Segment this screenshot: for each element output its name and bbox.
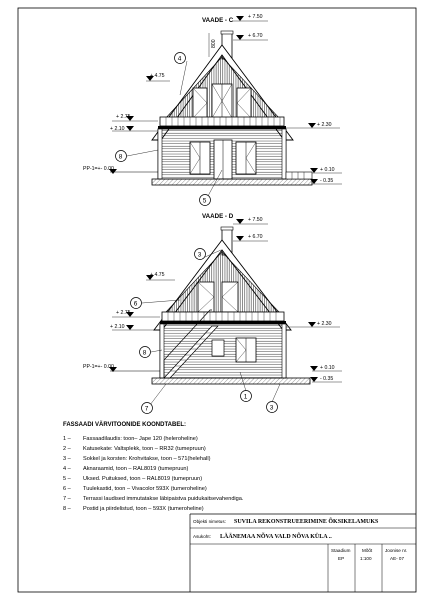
level-label: + 2.75 — [116, 310, 131, 316]
legend-text: Tuulekastid, toon – Vivacolor 593X (tumeroheline) — [83, 486, 207, 492]
plinth — [152, 179, 312, 185]
scale-value: 1:100 — [360, 556, 372, 561]
legend-num: 7 – — [63, 496, 71, 502]
level-label: + 7.50 — [248, 14, 263, 20]
legend-text: Fassaadilaudis: toon– Jape 120 (heleroheline) — [83, 436, 198, 442]
small-window — [212, 340, 224, 356]
level-label: - 0.35 — [320, 376, 334, 382]
color-legend — [63, 421, 244, 512]
level-label: PP-1=+- 0.00 — [83, 166, 114, 172]
legend-text: Sokkel ja korsten: Krohvitakse, toon – 571(helehall) — [83, 456, 211, 462]
level-label: + 4.75 — [150, 272, 165, 278]
legend-text: Katusekate: Valtsplekk, toon – RR32 (tumepruun) — [83, 446, 206, 452]
view-c-title: VAADE - C — [202, 17, 234, 24]
level-label: + 2.30 — [317, 321, 332, 327]
callout-number: 5 — [202, 197, 207, 205]
balcony-railing — [162, 312, 284, 321]
post — [282, 324, 286, 378]
legend-num: 5 – — [63, 476, 71, 482]
legend-text: Uksed. Puituksed, toon – RAL8019 (tumepruun) — [83, 476, 203, 482]
upper-window — [222, 282, 238, 312]
post — [282, 129, 286, 179]
level-label: + 2.30 — [317, 122, 332, 128]
callout-number: 7 — [144, 405, 149, 413]
legend-num: 8 – — [63, 506, 71, 512]
level-label: + 6.70 — [248, 234, 263, 240]
elevation-c — [83, 14, 342, 206]
legend-heading: FASSAADI VÄRVITOONIDE KOONDTABEL: — [63, 422, 187, 428]
level-label: + 0.10 — [320, 365, 335, 371]
plinth — [152, 378, 310, 384]
balcony-railing — [160, 117, 284, 126]
stage-label: Staadium — [331, 548, 351, 553]
drawing-number-value: AE- 07 — [390, 556, 405, 561]
legend-text: Postid ja piirdelistud, toon – 593X (tumeroheline) — [83, 506, 204, 512]
upper-window — [237, 88, 251, 118]
legend-num: 1 – — [63, 436, 71, 442]
callout-number: 6 — [133, 300, 138, 308]
stage-value: EP — [338, 556, 345, 561]
callout-number: 1 — [243, 393, 248, 401]
level-label: + 2.10 — [110, 126, 125, 132]
level-label: + 2.10 — [110, 324, 125, 330]
level-label: + 4.75 — [150, 73, 165, 79]
level-label: + 7.50 — [248, 217, 263, 223]
address-label: Asukoht: — [193, 534, 211, 539]
legend-num: 2 – — [63, 446, 71, 452]
drawing-number-label: Joonise nr. — [385, 548, 408, 553]
steps — [286, 172, 312, 179]
callout-number: 8 — [118, 153, 123, 161]
view-d-title: VAADE - D — [202, 213, 234, 220]
upper-window — [193, 88, 207, 118]
upper-window — [198, 282, 214, 312]
post — [158, 129, 162, 179]
level-label: + 0.10 — [320, 167, 335, 173]
elevation-d — [83, 213, 342, 414]
legend-text: Terrassi laudised immutatakse läbipaistva puidukaitsevahendiga. — [83, 496, 244, 502]
level-label: - 0.35 — [320, 178, 334, 184]
address-value: LÄÄNEMAA NÕVA VALD NÕVA KÜLA .. — [220, 534, 332, 540]
object-value: SUVILA REKONSTRUEERIMINE ÕKSIKELAMUKS — [234, 519, 379, 525]
legend-num: 4 – — [63, 466, 71, 472]
scale-label: Mõõt — [362, 548, 373, 553]
callout-number: 3 — [269, 404, 274, 412]
callout-number: 8 — [142, 349, 147, 357]
level-label: + 2.75 — [116, 114, 131, 120]
post — [160, 324, 164, 378]
title-block — [190, 514, 416, 592]
legend-num: 3 – — [63, 456, 71, 462]
legend-text: Aknaraamid, toon – RAL8019 (tumepruun) — [83, 466, 189, 472]
chimney-dim: 800 — [211, 39, 217, 48]
callout-number: 3 — [197, 251, 202, 259]
object-label: Objekti nimetus: — [193, 519, 226, 524]
level-label: + 6.70 — [248, 33, 263, 39]
legend-num: 6 – — [63, 486, 71, 492]
level-label: PP-1=+- 0.00 — [83, 364, 114, 370]
callout-number: 4 — [177, 55, 182, 63]
